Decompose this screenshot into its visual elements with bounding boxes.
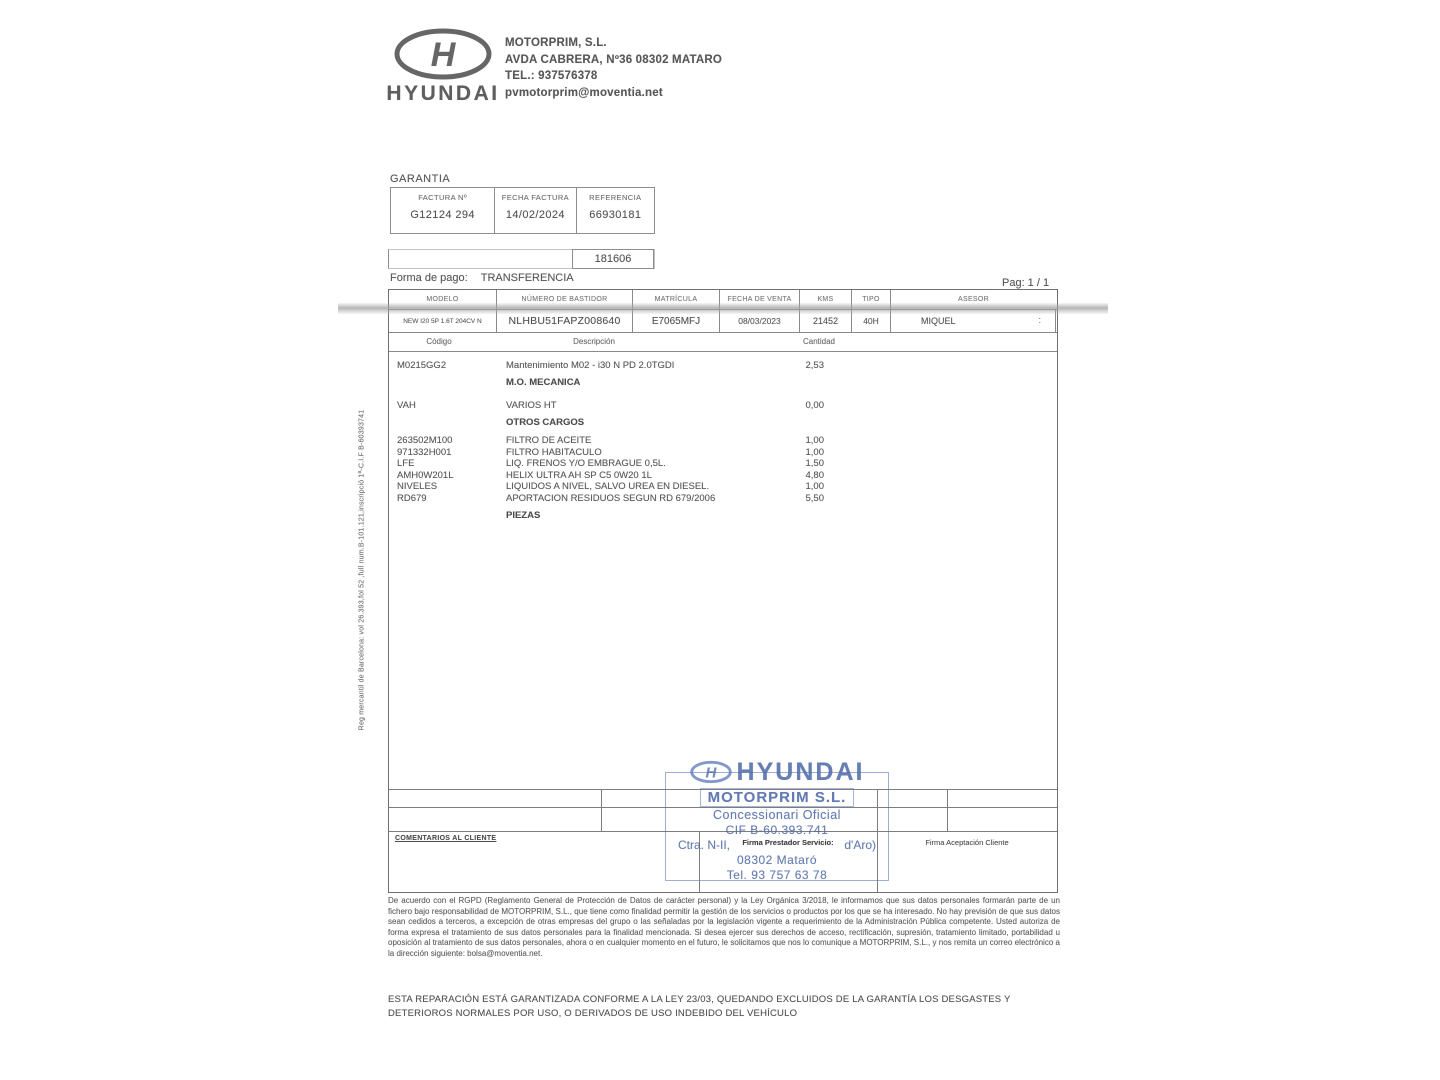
factura-header: FACTURA Nº <box>418 193 468 202</box>
item-code: RD679 <box>397 493 427 504</box>
matricula-value: E7065MFJ <box>633 310 720 332</box>
item-code: VAH <box>397 400 416 411</box>
kms-header: KMS <box>800 290 852 309</box>
modelo-value: NEW I20 5P 1.6T 204CV N <box>389 310 497 332</box>
warranty-notice: ESTA REPARACIÓN ESTÁ GARANTIZADA CONFORME A LA LEY 23/03, QUEDANDO EXCLUIDOS DE LA GARANTÍA LOS DESGASTES Y DETERIOROS NORMALES POR USO, O DERIVADOS DE USO INDEBIDO DEL VEHÍCULO <box>388 994 1011 1019</box>
fecha-venta-header: FECHA DE VENTA <box>720 290 800 309</box>
factura-cell <box>391 188 495 233</box>
item-qty: 0,00 <box>805 400 824 411</box>
item-subheader <box>389 417 1057 429</box>
company-name: MOTORPRIM, S.L. <box>505 37 607 49</box>
bastidor-header: NÚMERO DE BASTIDOR <box>497 290 633 309</box>
codigo-header: Código <box>426 337 452 346</box>
item-qty: 5,50 <box>805 493 824 504</box>
item-code: LFE <box>397 458 415 469</box>
referencia-header: REFERENCIA <box>589 193 642 202</box>
svg-text:H: H <box>430 36 456 74</box>
tipo-value: 40H <box>852 310 891 332</box>
fecha-factura-header: FECHA FACTURA <box>501 193 570 202</box>
fecha-venta-value: 08/03/2023 <box>720 310 800 332</box>
item-subheader <box>389 377 1057 389</box>
stamp-dealer-type: Concessionari Oficial <box>713 808 841 822</box>
item-desc: LIQ. FRENOS Y/O EMBRAGUE 0,5L. <box>506 458 666 469</box>
item-code: AMH0W201L <box>397 470 454 481</box>
registry-side-text: Reg mercantil de Barcelona: vol 26.393,fol 52 ,full num.B-101.121,inscripció 1ª-C.I.F B-60393741 <box>358 409 366 731</box>
garantia-title: GARANTIA <box>390 173 451 185</box>
comments-label: COMENTARIOS AL CLIENTE <box>395 835 497 842</box>
stamp-company: MOTORPRIM S.L. <box>700 788 855 807</box>
hyundai-wordmark: HYUNDAI <box>386 82 500 105</box>
item-desc: FILTRO DE ACEITE <box>506 435 592 446</box>
company-info <box>505 35 722 101</box>
cantidad-header: Cantidad <box>802 337 836 346</box>
item-row <box>389 458 1057 470</box>
referencia-cell <box>577 188 654 233</box>
order-number: 181606 <box>572 249 654 269</box>
garantia-table <box>390 187 655 234</box>
dealer-stamp <box>664 757 890 881</box>
item-desc: VARIOS HT <box>506 400 557 411</box>
item-code: NIVELES <box>397 481 438 492</box>
grid-line <box>947 789 948 831</box>
item-code: 263502M100 <box>397 435 453 446</box>
descripcion-header: Descripción <box>573 337 615 346</box>
item-row <box>389 481 1057 493</box>
item-qty: 4,80 <box>805 470 824 481</box>
stamp-city: 08302 Mataró <box>736 853 818 867</box>
item-qty: 1,00 <box>805 481 824 492</box>
client-signature-label: Firma Aceptación Cliente <box>925 838 1009 847</box>
fecha-factura-value: 14/02/2024 <box>505 209 565 221</box>
modelo-header: MODELO <box>389 290 497 309</box>
kms-value: 21452 <box>800 310 852 332</box>
reference-box <box>388 249 655 269</box>
scan-artifact-band <box>338 303 1108 314</box>
provider-signature-label: Firma Prestador Servicio: <box>742 838 834 847</box>
matricula-header: MATRÍCULA <box>633 290 720 309</box>
stamp-road-left: Ctra. N-II, <box>678 838 731 852</box>
company-email: pvmotorprim@moventia.net <box>505 86 663 99</box>
item-desc: LIQUIDOS A NIVEL, SALVO UREA EN DIESEL. <box>506 481 710 492</box>
item-desc: Mantenimiento M02 - i30 N PD 2.0TGDI <box>506 360 675 371</box>
item-desc: FILTRO HABITACULO <box>506 447 602 458</box>
item-desc: HELIX ULTRA AH SP C5 0W20 1L <box>506 470 652 481</box>
stamp-road-right: d'Aro) <box>844 838 876 852</box>
item-row <box>389 400 1057 412</box>
item-qty: 1,00 <box>805 435 824 446</box>
company-phone: TEL.: 937576378 <box>505 70 598 82</box>
stamp-phone: Tel. 93 757 63 78 <box>726 868 828 882</box>
item-desc: APORTACION RESIDUOS SEGUN RD 679/2006 <box>506 493 716 504</box>
item-qty: 1,00 <box>805 447 824 458</box>
stamp-hyundai-logo-icon <box>690 760 732 784</box>
item-group-label: M.O. MECANICA <box>506 377 581 388</box>
item-code: 971332H001 <box>397 447 452 458</box>
referencia-value: 66930181 <box>589 209 642 221</box>
rgpd-notice: De acuerdo con el RGPD (Reglamento General de Protección de Datos de carácter personal) y la Ley Orgánica 3/2018, le informamos que sus datos personales formarán parte de un fichero bajo responsabilidad de MOTORPRIM, S.L., que tiene como finalidad permitir la gestión de los servicios o productos por los que se ha interesado. No hay previsión de que sus datos sean cedidos a terceros, a excepción de otras empresas del grupo o las señaladas por la legislación vigente a requerimiento de la Administración Pública competente. Usted autoriza de forma expresa el tratamiento de sus datos personales para la finalidad mencionada. Si desea ejercer sus derechos de acceso, rectificación, supresión, tratamiento limitado, portabilidad u oposición al tratamiento de sus datos personales, ahora o en cualquier momento en el futuro, le solicitamos que nos lo comunique a MOTORPRIM, S.L., y nos remita un correo electrónico a la dirección siguiente: bolsa@moventia.net. <box>388 896 1060 958</box>
item-row <box>389 360 1057 372</box>
payment-value: TRANSFERENCIA <box>480 272 574 284</box>
payment-label: Forma de pago: <box>390 272 468 284</box>
item-code: M0215GG2 <box>397 360 447 371</box>
items-header-row <box>389 333 1057 352</box>
item-row <box>389 493 1057 505</box>
item-row <box>389 435 1057 447</box>
stamp-logo <box>690 757 865 787</box>
item-qty: 2,53 <box>805 360 824 371</box>
grid-line <box>601 789 602 831</box>
tipo-header: TIPO <box>852 290 891 309</box>
fecha-factura-cell <box>495 188 576 233</box>
payment-method <box>390 272 574 284</box>
company-address: AVDA CABRERA, Nº36 08302 MATARO <box>505 53 723 66</box>
item-subheader <box>389 510 1057 522</box>
bastidor-value: NLHBU51FAPZ008640 <box>497 310 633 332</box>
page-indicator: Pag: 1 / 1 <box>1002 277 1050 289</box>
hyundai-logo-icon <box>393 28 493 80</box>
asesor-value: MIQUEL <box>891 310 1056 332</box>
factura-value: G12124 294 <box>410 209 475 221</box>
asesor-header: ASESOR <box>958 296 989 303</box>
svg-text:H: H <box>705 764 717 782</box>
stamp-cif: CIF B-60.393.741 <box>725 823 829 837</box>
hyundai-logo <box>383 28 503 106</box>
item-group-label: OTROS CARGOS <box>506 417 585 428</box>
scan-artifact-mark: : <box>1038 315 1041 325</box>
item-group-label: PIEZAS <box>506 510 541 521</box>
item-qty: 1,50 <box>805 458 824 469</box>
stamp-brand: HYUNDAI <box>736 757 865 786</box>
